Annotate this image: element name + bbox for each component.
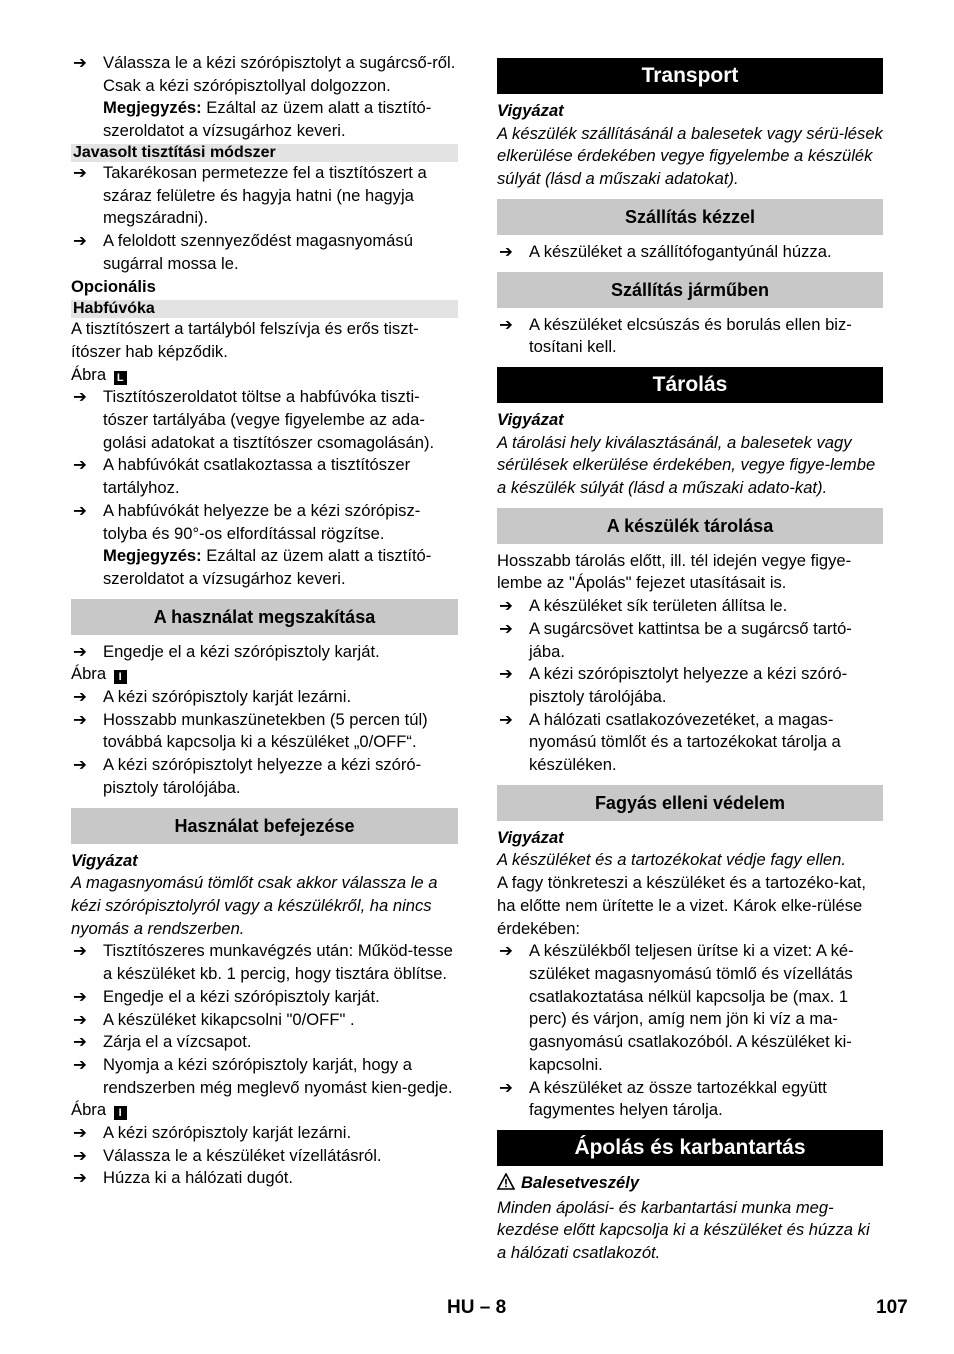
page-footer-label: HU – 8 [447,1297,507,1318]
figure-l-icon: L [114,371,127,385]
left-column [71,52,458,1190]
arrow-bullet-icon: ➔ [499,941,513,961]
arrow-bullet-icon: ➔ [73,941,87,961]
list-item: ➔ Engedje el a kézi szórópisztoly karját. [71,641,458,664]
list-item: ➔ A készüléket kikapcsolni "0/OFF" . [71,1009,458,1032]
list-item: ➔ Tisztítószeroldatot töltse a habfúvóka tiszti-tószer tartályába (vegye figyelembe az ada-golási adatokat a tisztítószer csomagolásán). [73,387,435,452]
list-item: ➔ A készüléket elcsúszás és borulás ellen biz-tosítani kell. [499,314,852,357]
figure-reference: Ábra L [71,364,458,387]
danger-label: Balesetveszély [497,1172,883,1197]
subsection-heading-javasolt: Javasolt tisztítási módszer [71,144,458,162]
caution-text: A készülék szállításánál a balesetek vagy sérü-lések elkerülése érdekében vegye figyelembe a készülék súlyát (lásd a műszaki adatokat). [497,123,883,189]
subsection-heading-habfuvoka: Habfúvóka [71,300,458,318]
arrow-bullet-icon: ➔ [499,709,513,729]
section-heading-jarmuben: Szállítás járműben [497,272,883,308]
arrow-bullet-icon: ➔ [73,1009,87,1029]
arrow-bullet-icon: ➔ [73,500,87,520]
arrow-bullet-icon: ➔ [73,687,87,707]
list-item: ➔ Hosszabb munkaszünetekben (5 percen túl) továbbá kapcsolja ki a készüléket „0/OFF“. [73,709,428,752]
arrow-bullet-icon: ➔ [73,231,87,251]
caution-label: Vigyázat [71,850,138,870]
arrow-bullet-icon: ➔ [73,1168,87,1188]
arrow-bullet-icon: ➔ [73,1032,87,1052]
arrow-bullet-icon: ➔ [73,163,87,182]
arrow-bullet-icon: ➔ [499,596,513,616]
list-item: ➔ Tisztítószeres munkavégzés után: Működ-tesse a készüléket kb. 1 percig, hogy tisztára öblítse. [73,941,453,984]
arrow-bullet-icon: ➔ [73,455,87,475]
right-column [497,58,883,1265]
caution-text: A készüléket és a tartozékokat védje fagy ellen. [497,850,846,870]
section-heading-kezzel: Szállítás kézzel [497,199,883,235]
arrow-bullet-icon: ➔ [499,618,513,638]
list-item: ➔ Engedje el a kézi szórópisztoly karját. [71,986,458,1009]
list-item: ➔ Nyomja a kézi szórópisztoly karját, hogy a rendszerben még meglevő nyomást kien-gedje. [73,1054,453,1097]
caution-label: Vigyázat [497,409,564,429]
arrow-bullet-icon: ➔ [499,1077,513,1097]
section-heading-fagyas: Fagyás elleni védelem [497,785,883,821]
list-item: ➔ A kézi szórópisztolyt helyezze a kézi szóró-pisztoly tárolójába. [73,755,422,797]
figure-i-icon: I [114,1106,127,1120]
list-item: ➔ A készüléket a szállítófogantyúnál húzza. [497,241,883,264]
figure-reference: Ábra I [71,1099,458,1122]
list-item: ➔ A sugárcsövet kattintsa be a sugárcső tartó-jába. [499,618,852,661]
caution-text: A magasnyomású tömlőt csak akkor válassza le a kézi szórópisztolyról vagy a készülékről, ha nincs nyomás a rendszerben. [71,873,438,938]
optional-label: Opcionális [71,276,156,296]
danger-text: Minden ápolási- és karbantartási munka meg-kezdése előtt kapcsolja ki a készüléket és húzza ki a hálózati csatlakozót. [497,1197,870,1263]
list-item: ➔ A kézi szórópisztoly karját lezárni. [71,686,458,709]
arrow-bullet-icon: ➔ [73,709,87,729]
arrow-bullet-icon: ➔ [73,387,87,407]
caution-label: Vigyázat [497,101,564,120]
caution-label: Vigyázat [497,827,564,847]
list-item: ➔ A habfúvókát helyezze be a kézi szórópisz-tolyba és 90°-os elfordítással rögzítse. Megjegyzés: Ezáltal az üzem alatt a tisztító-szeroldatot a vízsugárhoz keveri. [73,500,432,588]
list-item: ➔ Húzza ki a hálózati dugót. [71,1167,458,1190]
arrow-bullet-icon: ➔ [499,241,513,261]
arrow-bullet-icon: ➔ [499,314,513,334]
section-heading-megszakitas: A használat megszakítása [71,599,458,635]
section-heading-befejezes: Használat befejezése [71,808,458,844]
list-item: ➔ Válassza le a kézi szórópisztolyt a sugárcső-ről. Csak a kézi szórópisztollyal dolgozzon. Megjegyzés: Ezáltal az üzem alatt a tisztító-szeroldatot a vízsugárhoz keveri. [73,53,456,140]
paragraph: A fagy tönkreteszi a készüléket és a tartozéko-kat, ha előtte nem ürítette le a vizet. Károk elke-rülése érdekében: [497,873,866,938]
page-number: 107 [876,1297,908,1318]
figure-i-icon: I [114,670,127,684]
paragraph: Hosszabb tárolás előtt, ill. tél idején vegye figye-lembe az "Ápolás" fejezet utasításait is. [497,550,852,593]
arrow-bullet-icon: ➔ [73,1145,87,1165]
paragraph: A tisztítószert a tartályból felszívja és erős tiszt-ítószer hab képződik. [71,319,419,361]
list-item: ➔ A készülékből teljesen ürítse ki a vizet: A ké-szüléket magasnyomású tömlő és vízellátás csatlakoztatása nélkül kapcsolja be (max. 1 perc) és várjon, amíg nem jön ki víz a ma-gasnyomású csatlakozóból. A készüléket ki-kapcsolni. [499,941,854,1074]
list-item: ➔ A készüléket az össze tartozékkal együtt fagymentes helyen tárolja. [499,1077,827,1120]
figure-reference: Ábra I [71,663,458,686]
section-heading-keszulek-tarolasa: A készülék tárolása [497,508,883,544]
arrow-bullet-icon: ➔ [73,755,87,775]
arrow-bullet-icon: ➔ [73,1054,87,1074]
list-item: ➔ A kézi szórópisztoly karját lezárni. [71,1122,458,1145]
list-item: ➔ Takarékosan permetezze fel a tisztítószert a száraz felületre és hagyja hatni (ne hagyja megszáradni). [73,163,427,228]
arrow-bullet-icon: ➔ [73,641,87,661]
warning-triangle-icon [497,1173,515,1197]
list-item: ➔ A hálózati csatlakozóvezetéket, a magas-nyomású tömlőt és a tartozékokat tárolja a készüléken. [499,709,841,775]
list-item: ➔ A habfúvókát csatlakoztassa a tisztítószer tartályhoz. [73,455,411,498]
list-item: ➔ Válassza le a készüléket vízellátásról. [71,1145,458,1168]
arrow-bullet-icon: ➔ [73,1123,87,1143]
section-heading-apolas: Ápolás és karbantartás [497,1130,883,1166]
list-item: ➔ A készüléket sík területen állítsa le. [497,595,883,618]
arrow-bullet-icon: ➔ [73,986,87,1006]
list-item: ➔ A feloldott szennyeződést magasnyomású sugárral mossa le. [73,231,413,273]
arrow-bullet-icon: ➔ [499,664,513,684]
caution-text: A tárolási hely kiválasztásánál, a balesetek vagy sérülések elkerülése érdekében, vegye figye-lembe a készülék súlyát (lásd a műszaki adato-kat). [497,432,876,498]
list-item: ➔ Zárja el a vízcsapot. [71,1031,458,1054]
arrow-bullet-icon: ➔ [73,53,87,72]
section-heading-tarolas: Tárolás [497,367,883,403]
list-item: ➔ A kézi szórópisztolyt helyezze a kézi szóró-pisztoly tárolójába. [499,664,848,706]
section-heading-transport: Transport [497,58,883,94]
